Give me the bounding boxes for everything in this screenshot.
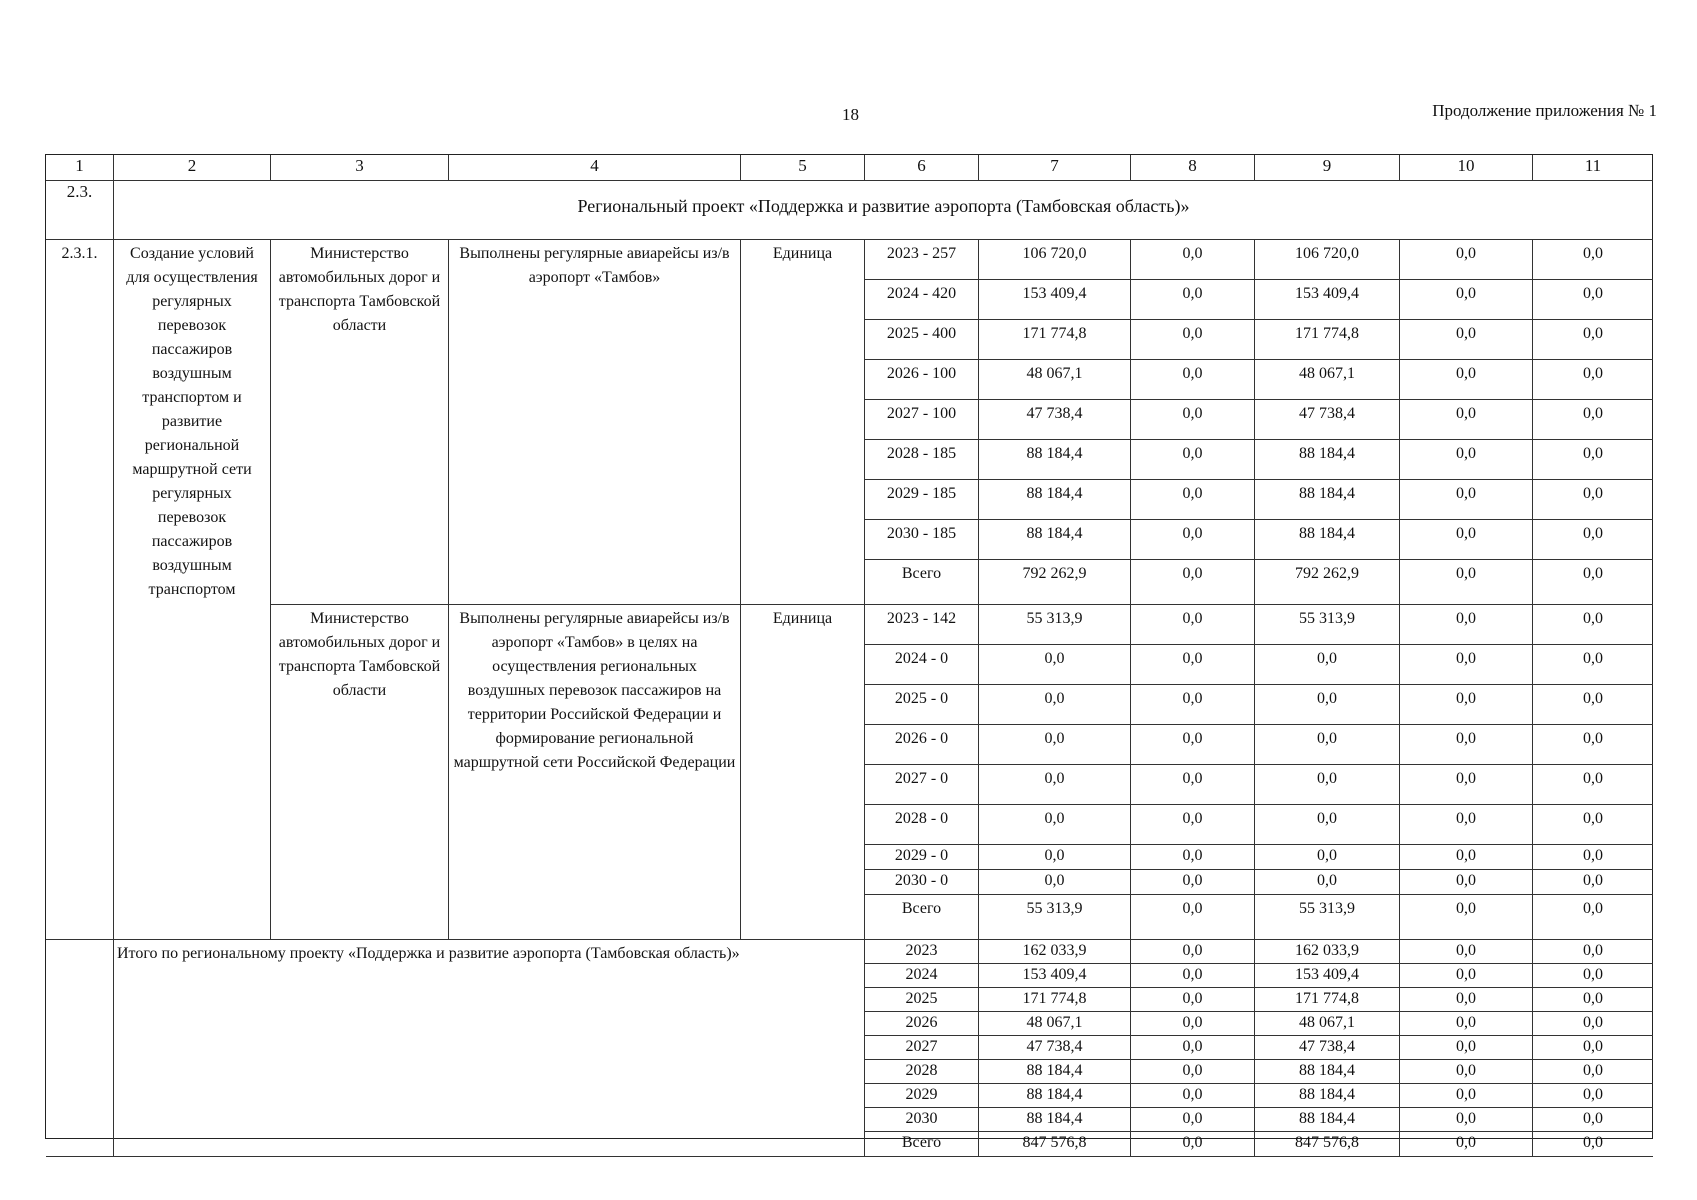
value-cell-col8: 0,0 <box>1131 845 1255 870</box>
value-cell-col10: 0,0 <box>1400 645 1533 685</box>
value-cell-col11: 0,0 <box>1533 645 1653 685</box>
year-cell: 2024 - 420 <box>865 280 979 320</box>
total-value-col11: 0,0 <box>1533 988 1653 1012</box>
total-value-col11: 0,0 <box>1533 1108 1653 1132</box>
budget-table <box>45 154 1653 1151</box>
value-cell-col7: 106 720,0 <box>979 240 1131 280</box>
column-number-header: 8 <box>1131 155 1255 181</box>
total-value-col8: 0,0 <box>1131 1012 1255 1036</box>
value-cell-col9: 88 184,4 <box>1255 440 1400 480</box>
year-cell: 2026 - 0 <box>865 725 979 765</box>
value-cell-col7: 0,0 <box>979 645 1131 685</box>
value-cell-col8: 0,0 <box>1131 870 1255 895</box>
total-value-col10: 0,0 <box>1400 1060 1533 1084</box>
value-cell-col8: 0,0 <box>1131 360 1255 400</box>
value-cell-col8: 0,0 <box>1131 895 1255 940</box>
value-cell-col10: 0,0 <box>1400 870 1533 895</box>
total-year-cell: 2024 <box>865 964 979 988</box>
value-cell-col9: 88 184,4 <box>1255 520 1400 560</box>
total-value-col9: 162 033,9 <box>1255 940 1400 964</box>
year-cell: 2030 - 185 <box>865 520 979 560</box>
total-value-col8: 0,0 <box>1131 1132 1255 1157</box>
year-cell: 2027 - 100 <box>865 400 979 440</box>
total-value-col11: 0,0 <box>1533 940 1653 964</box>
value-cell-col10: 0,0 <box>1400 805 1533 845</box>
total-blank-cell <box>46 940 114 1157</box>
result-cell: Выполнены регулярные авиарейсы из/в аэропорт «Тамбов» в целях на осуществления региональных воздушных перевозок пассажиров на территории Российской Федерации и формирование региональной маршрутной сети Российской Федерации <box>449 605 741 940</box>
value-cell-col7: 0,0 <box>979 845 1131 870</box>
value-cell-col10: 0,0 <box>1400 440 1533 480</box>
total-value-col9: 48 067,1 <box>1255 1012 1400 1036</box>
total-value-col7: 88 184,4 <box>979 1060 1131 1084</box>
total-value-col11: 0,0 <box>1533 1084 1653 1108</box>
value-cell-col11: 0,0 <box>1533 280 1653 320</box>
total-value-col9: 47 738,4 <box>1255 1036 1400 1060</box>
value-cell-col8: 0,0 <box>1131 480 1255 520</box>
year-cell: 2023 - 257 <box>865 240 979 280</box>
value-cell-col11: 0,0 <box>1533 605 1653 645</box>
value-cell-col7: 55 313,9 <box>979 895 1131 940</box>
year-cell: 2026 - 100 <box>865 360 979 400</box>
value-cell-col11: 0,0 <box>1533 240 1653 280</box>
value-cell-col10: 0,0 <box>1400 480 1533 520</box>
value-cell-col9: 48 067,1 <box>1255 360 1400 400</box>
value-cell-col7: 792 262,9 <box>979 560 1131 605</box>
total-year-cell: Всего <box>865 1132 979 1157</box>
total-value-col7: 47 738,4 <box>979 1036 1131 1060</box>
item-code: 2.3.1. <box>46 240 114 940</box>
value-cell-col7: 88 184,4 <box>979 480 1131 520</box>
total-value-col7: 153 409,4 <box>979 964 1131 988</box>
value-cell-col11: 0,0 <box>1533 360 1653 400</box>
total-value-col7: 162 033,9 <box>979 940 1131 964</box>
total-value-col10: 0,0 <box>1400 1036 1533 1060</box>
total-year-cell: 2028 <box>865 1060 979 1084</box>
executor-cell: Министерство автомобильных дорог и транспорта Тамбовской области <box>271 605 449 940</box>
value-cell-col11: 0,0 <box>1533 440 1653 480</box>
total-year-cell: 2026 <box>865 1012 979 1036</box>
total-value-col10: 0,0 <box>1400 964 1533 988</box>
value-cell-col10: 0,0 <box>1400 240 1533 280</box>
value-cell-col10: 0,0 <box>1400 895 1533 940</box>
year-cell: 2025 - 0 <box>865 685 979 725</box>
total-value-col10: 0,0 <box>1400 940 1533 964</box>
total-value-col11: 0,0 <box>1533 1132 1653 1157</box>
value-cell-col7: 47 738,4 <box>979 400 1131 440</box>
total-value-col7: 48 067,1 <box>979 1012 1131 1036</box>
value-cell-col8: 0,0 <box>1131 240 1255 280</box>
total-value-col11: 0,0 <box>1533 1012 1653 1036</box>
value-cell-col10: 0,0 <box>1400 400 1533 440</box>
year-cell: 2024 - 0 <box>865 645 979 685</box>
value-cell-col7: 171 774,8 <box>979 320 1131 360</box>
item-name: Создание условий для осуществления регулярных перевозок пассажиров воздушным транспортом и развитие региональной маршрутной сети регулярных перевозок пассажиров воздушным транспортом <box>114 240 271 940</box>
value-cell-col10: 0,0 <box>1400 765 1533 805</box>
year-cell: 2028 - 185 <box>865 440 979 480</box>
column-number-header: 11 <box>1533 155 1653 181</box>
value-cell-col11: 0,0 <box>1533 805 1653 845</box>
total-value-col9: 171 774,8 <box>1255 988 1400 1012</box>
value-cell-col7: 0,0 <box>979 765 1131 805</box>
value-cell-col8: 0,0 <box>1131 320 1255 360</box>
year-cell: Всего <box>865 560 979 605</box>
value-cell-col9: 171 774,8 <box>1255 320 1400 360</box>
year-cell: 2027 - 0 <box>865 765 979 805</box>
value-cell-col8: 0,0 <box>1131 765 1255 805</box>
total-value-col7: 847 576,8 <box>979 1132 1131 1157</box>
value-cell-col11: 0,0 <box>1533 480 1653 520</box>
value-cell-col7: 153 409,4 <box>979 280 1131 320</box>
value-cell-col8: 0,0 <box>1131 400 1255 440</box>
year-cell: 2029 - 185 <box>865 480 979 520</box>
value-cell-col7: 0,0 <box>979 805 1131 845</box>
value-cell-col7: 0,0 <box>979 870 1131 895</box>
total-value-col8: 0,0 <box>1131 1108 1255 1132</box>
value-cell-col10: 0,0 <box>1400 320 1533 360</box>
year-cell: 2028 - 0 <box>865 805 979 845</box>
year-cell: Всего <box>865 895 979 940</box>
year-cell: 2025 - 400 <box>865 320 979 360</box>
value-cell-col9: 0,0 <box>1255 725 1400 765</box>
total-value-col8: 0,0 <box>1131 1036 1255 1060</box>
total-label: Итого по региональному проекту «Поддержка и развитие аэропорта (Тамбовская область)» <box>114 940 865 1157</box>
value-cell-col9: 47 738,4 <box>1255 400 1400 440</box>
year-cell: 2030 - 0 <box>865 870 979 895</box>
column-number-header: 7 <box>979 155 1131 181</box>
value-cell-col10: 0,0 <box>1400 560 1533 605</box>
total-year-cell: 2025 <box>865 988 979 1012</box>
total-value-col8: 0,0 <box>1131 1060 1255 1084</box>
column-number-header: 6 <box>865 155 979 181</box>
value-cell-col10: 0,0 <box>1400 520 1533 560</box>
total-value-col8: 0,0 <box>1131 988 1255 1012</box>
total-value-col10: 0,0 <box>1400 1012 1533 1036</box>
total-year-cell: 2023 <box>865 940 979 964</box>
total-year-cell: 2029 <box>865 1084 979 1108</box>
value-cell-col11: 0,0 <box>1533 725 1653 765</box>
value-cell-col9: 153 409,4 <box>1255 280 1400 320</box>
appendix-continuation-label: Продолжение приложения № 1 <box>1432 101 1657 120</box>
page-number: 18 <box>842 105 859 124</box>
value-cell-col8: 0,0 <box>1131 685 1255 725</box>
total-value-col9: 88 184,4 <box>1255 1060 1400 1084</box>
value-cell-col9: 55 313,9 <box>1255 605 1400 645</box>
total-value-col10: 0,0 <box>1400 1108 1533 1132</box>
total-value-col8: 0,0 <box>1131 964 1255 988</box>
value-cell-col7: 0,0 <box>979 725 1131 765</box>
value-cell-col10: 0,0 <box>1400 845 1533 870</box>
value-cell-col9: 0,0 <box>1255 645 1400 685</box>
unit-cell: Единица <box>741 605 865 940</box>
value-cell-col11: 0,0 <box>1533 845 1653 870</box>
total-value-col9: 88 184,4 <box>1255 1084 1400 1108</box>
value-cell-col8: 0,0 <box>1131 645 1255 685</box>
total-value-col9: 88 184,4 <box>1255 1108 1400 1132</box>
value-cell-col9: 0,0 <box>1255 805 1400 845</box>
value-cell-col10: 0,0 <box>1400 725 1533 765</box>
value-cell-col10: 0,0 <box>1400 685 1533 725</box>
total-value-col7: 171 774,8 <box>979 988 1131 1012</box>
total-value-col8: 0,0 <box>1131 1084 1255 1108</box>
section-code: 2.3. <box>46 181 114 240</box>
value-cell-col9: 88 184,4 <box>1255 480 1400 520</box>
total-value-col10: 0,0 <box>1400 1084 1533 1108</box>
value-cell-col8: 0,0 <box>1131 520 1255 560</box>
value-cell-col9: 55 313,9 <box>1255 895 1400 940</box>
value-cell-col11: 0,0 <box>1533 870 1653 895</box>
total-value-col7: 88 184,4 <box>979 1108 1131 1132</box>
total-value-col11: 0,0 <box>1533 964 1653 988</box>
total-value-col9: 153 409,4 <box>1255 964 1400 988</box>
value-cell-col10: 0,0 <box>1400 280 1533 320</box>
section-title: Региональный проект «Поддержка и развитие аэропорта (Тамбовская область)» <box>114 181 1653 240</box>
value-cell-col10: 0,0 <box>1400 605 1533 645</box>
unit-cell: Единица <box>741 240 865 605</box>
total-value-col11: 0,0 <box>1533 1036 1653 1060</box>
year-cell: 2023 - 142 <box>865 605 979 645</box>
value-cell-col8: 0,0 <box>1131 725 1255 765</box>
total-value-col10: 0,0 <box>1400 988 1533 1012</box>
value-cell-col11: 0,0 <box>1533 520 1653 560</box>
total-value-col10: 0,0 <box>1400 1132 1533 1157</box>
column-number-header: 9 <box>1255 155 1400 181</box>
value-cell-col7: 0,0 <box>979 685 1131 725</box>
column-number-header: 10 <box>1400 155 1533 181</box>
total-value-col11: 0,0 <box>1533 1060 1653 1084</box>
result-cell: Выполнены регулярные авиарейсы из/в аэропорт «Тамбов» <box>449 240 741 605</box>
column-number-header: 5 <box>741 155 865 181</box>
value-cell-col11: 0,0 <box>1533 895 1653 940</box>
value-cell-col11: 0,0 <box>1533 765 1653 805</box>
total-year-cell: 2030 <box>865 1108 979 1132</box>
value-cell-col8: 0,0 <box>1131 280 1255 320</box>
column-number-header: 2 <box>114 155 271 181</box>
total-year-cell: 2027 <box>865 1036 979 1060</box>
value-cell-col11: 0,0 <box>1533 560 1653 605</box>
column-number-header: 4 <box>449 155 741 181</box>
value-cell-col8: 0,0 <box>1131 440 1255 480</box>
value-cell-col7: 55 313,9 <box>979 605 1131 645</box>
value-cell-col11: 0,0 <box>1533 320 1653 360</box>
value-cell-col7: 88 184,4 <box>979 440 1131 480</box>
value-cell-col9: 0,0 <box>1255 685 1400 725</box>
column-number-header: 1 <box>46 155 114 181</box>
year-cell: 2029 - 0 <box>865 845 979 870</box>
value-cell-col11: 0,0 <box>1533 400 1653 440</box>
total-value-col7: 88 184,4 <box>979 1084 1131 1108</box>
value-cell-col7: 48 067,1 <box>979 360 1131 400</box>
value-cell-col9: 106 720,0 <box>1255 240 1400 280</box>
value-cell-col9: 0,0 <box>1255 845 1400 870</box>
value-cell-col11: 0,0 <box>1533 685 1653 725</box>
value-cell-col9: 0,0 <box>1255 870 1400 895</box>
value-cell-col8: 0,0 <box>1131 560 1255 605</box>
value-cell-col7: 88 184,4 <box>979 520 1131 560</box>
value-cell-col9: 792 262,9 <box>1255 560 1400 605</box>
total-value-col9: 847 576,8 <box>1255 1132 1400 1157</box>
value-cell-col8: 0,0 <box>1131 805 1255 845</box>
column-number-header: 3 <box>271 155 449 181</box>
total-value-col8: 0,0 <box>1131 940 1255 964</box>
value-cell-col8: 0,0 <box>1131 605 1255 645</box>
value-cell-col9: 0,0 <box>1255 765 1400 805</box>
executor-cell: Министерство автомобильных дорог и транспорта Тамбовской области <box>271 240 449 605</box>
value-cell-col10: 0,0 <box>1400 360 1533 400</box>
